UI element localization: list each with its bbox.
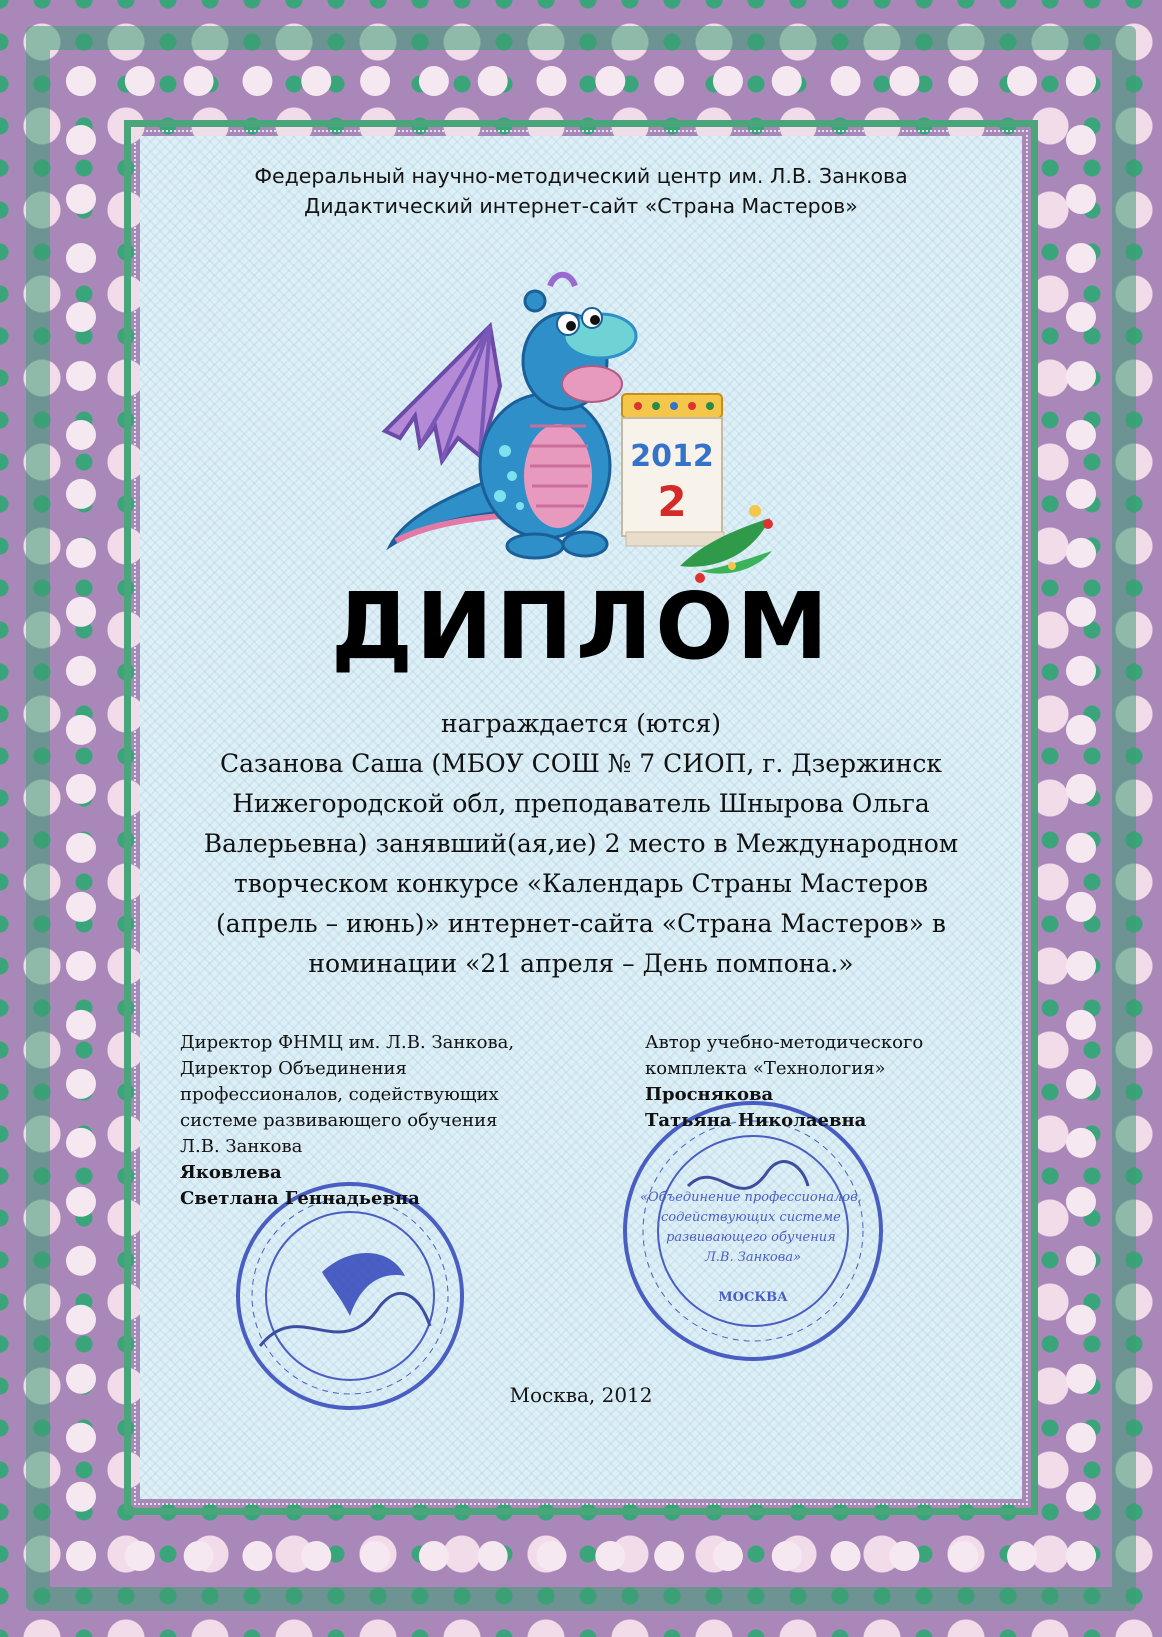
dragon-with-calendar-illustration: [360, 266, 780, 586]
award-line-1: награждается (ются): [440, 709, 722, 738]
calendar-year: 2012: [630, 439, 714, 474]
sig-left-line-3: профессионалов, содействующих: [180, 1084, 499, 1105]
header-line-1: Федеральный научно-методический центр им. Л.В. Занкова: [254, 164, 908, 188]
award-line-2: Сазанова Саша (МБОУ СОШ № 7 СИОП, г. Дзержинск: [220, 749, 942, 778]
dragon-body: [480, 394, 610, 558]
svg-text:«Объединение профессионалов,: [640, 1190, 866, 1265]
dragon-head: [523, 275, 636, 409]
sig-left-name-2: Светлана Геннадьевна: [180, 1188, 420, 1209]
right-round-stamp: [618, 1096, 888, 1366]
award-line-6: (апрель – июнь)» интернет-сайта «Страна Мастеров» в: [216, 909, 946, 938]
stamp-line-1: «Объединение профессионалов,: [640, 1190, 862, 1205]
award-line-7: номинации «21 апреля – День помпона.»: [308, 949, 854, 978]
sig-right-line-2: комплекта «Технология»: [645, 1058, 886, 1079]
stamp-line-4: Л.В. Занкова»: [704, 1250, 802, 1265]
sig-left-name-1: Яковлева: [180, 1162, 282, 1183]
footer-place-year: Москва, 2012: [509, 1383, 653, 1407]
header-line-2: Дидактический интернет-сайт «Страна Мастеров»: [304, 194, 858, 218]
award-line-3: Нижегородской обл, преподаватель Шнырова Ольга: [232, 789, 930, 818]
calendar-day: 2: [657, 477, 687, 526]
sig-left-line-1: Директор ФНМЦ им. Л.В. Занкова,: [180, 1032, 515, 1053]
sig-left-line-4: системе развивающего обучения: [180, 1110, 498, 1131]
stamp-line-2: содействующих системе: [661, 1210, 841, 1225]
stamp-line-3: развивающего обучения: [666, 1230, 836, 1245]
signature-right-block: [645, 1030, 985, 1134]
tear-off-calendar: [622, 394, 724, 546]
award-line-4: Валерьевна) занявший(ая,ие) 2 место в Международном: [203, 829, 959, 858]
sig-right-name-2: Татьяна Николаевна: [645, 1110, 867, 1131]
sig-right-line-1: Автор учебно-методического: [645, 1032, 924, 1053]
left-round-stamp: [230, 1176, 470, 1416]
certificate-panel: [140, 136, 1022, 1499]
diploma-title: ДИПЛОМ: [330, 573, 832, 680]
sig-right-name-1: Проснякова: [645, 1084, 774, 1105]
signature-left-block: [180, 1030, 540, 1212]
stamp-city: МОСКВА: [718, 1290, 788, 1305]
sig-left-line-2: Директор Объединения: [180, 1058, 407, 1079]
award-line-5: творческом конкурсе «Календарь Страны Мастеров: [233, 869, 929, 898]
sig-left-line-5: Л.В. Занкова: [180, 1136, 303, 1157]
